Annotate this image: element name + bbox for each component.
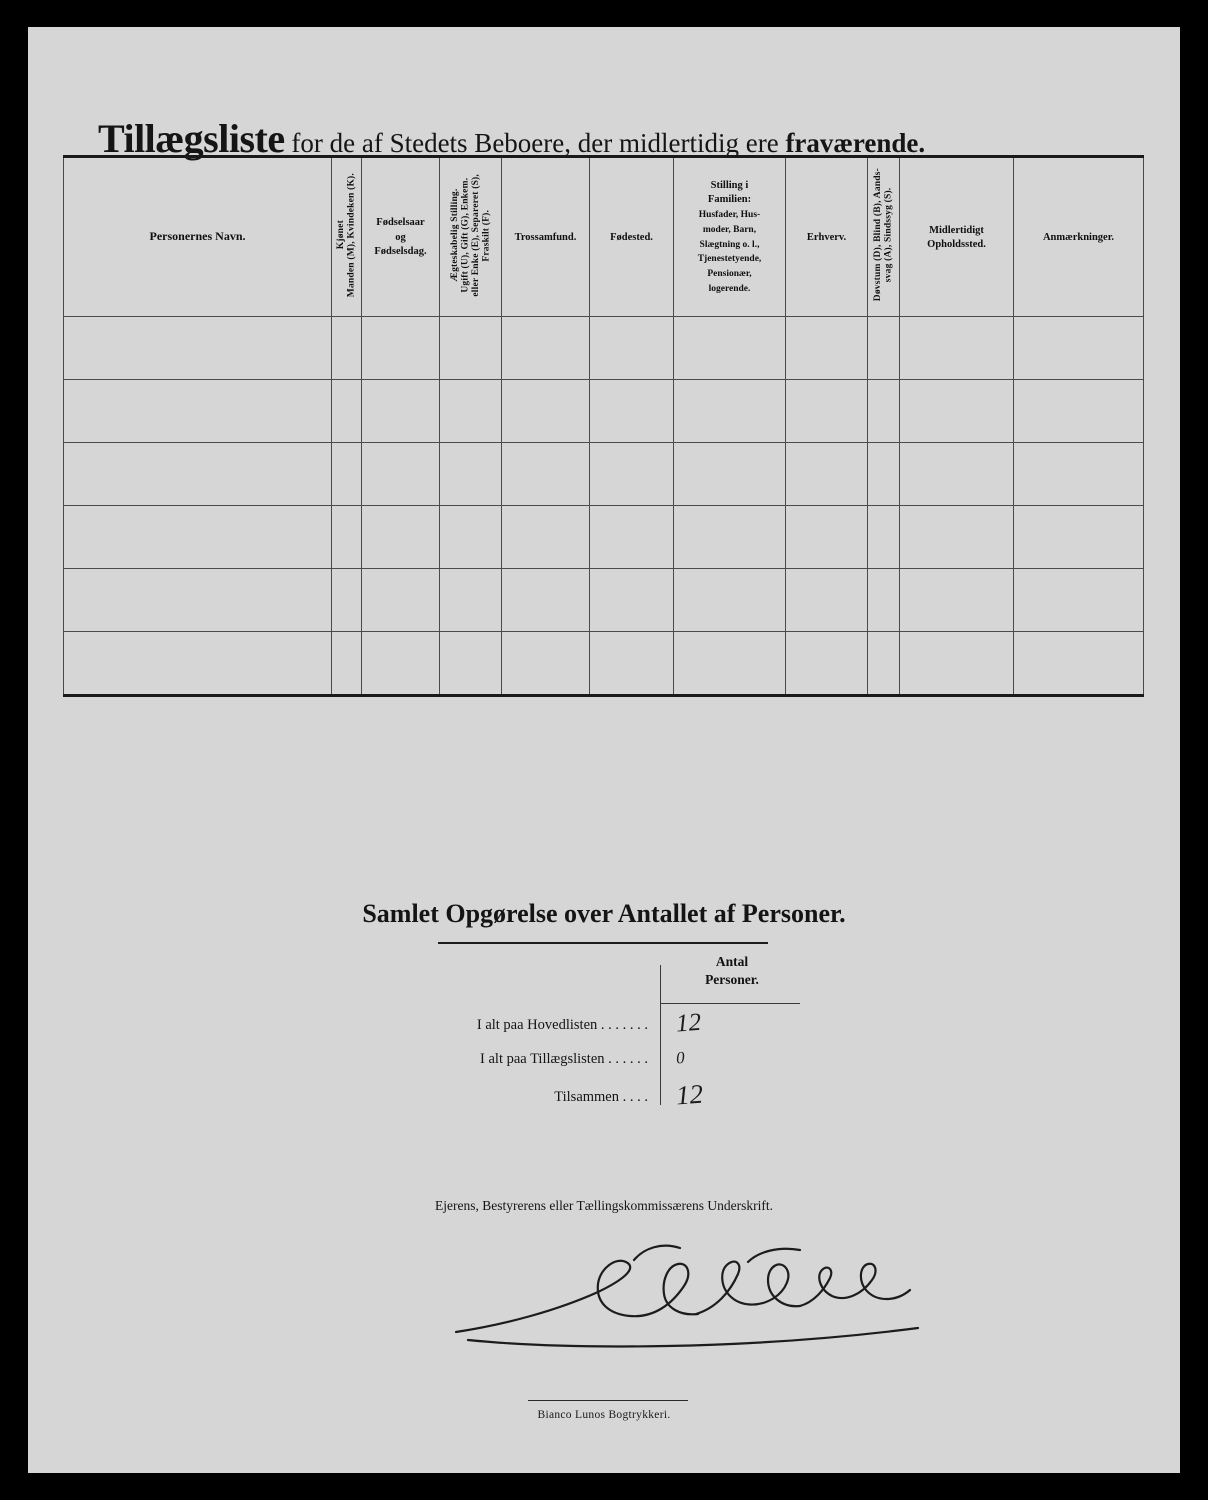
cell-fodested[interactable] [590,632,674,696]
col-header-fodsel-label: Fødselsaar og Fødselsdag. [374,217,427,258]
col-header-ophold [900,157,1014,317]
cell-anmerkninger[interactable] [1014,380,1144,443]
summary-header-underline [660,1003,800,1004]
col-header-stilling-label: Stilling i Familien: Husfader, Hus- moder, Barn, Slægtning o. l., Tjenestetyende, Pensionær, logerende. [697,180,762,295]
page-title-main: Tillægsliste [98,116,285,161]
cell-fodsel[interactable] [362,632,440,696]
cell-erhverv[interactable] [786,569,868,632]
cell-navn[interactable] [64,317,332,380]
cell-dovstum[interactable] [868,380,900,443]
cell-fodsel[interactable] [362,443,440,506]
cell-navn[interactable] [64,443,332,506]
cell-trossamfund[interactable] [502,569,590,632]
table-row [64,443,1144,506]
cell-egteskab[interactable] [440,317,502,380]
footer-divider [528,1400,688,1401]
cell-anmerkninger[interactable] [1014,632,1144,696]
cell-kjon[interactable] [332,380,362,443]
cell-anmerkninger[interactable] [1014,506,1144,569]
cell-ophold[interactable] [900,569,1014,632]
table-row [64,569,1144,632]
col-header-dovstum [868,157,900,317]
cell-ophold[interactable] [900,632,1014,696]
col-header-dovstum-label: Døvstum (D), Blind (B), Aands- svag (A), Sindssyg (S). [873,168,894,302]
summary-row-label-hovedlisten: I alt paa Hovedlisten . . . . . . . [476,1017,648,1033]
col-header-anmerkninger [1014,157,1144,317]
cell-trossamfund[interactable] [502,506,590,569]
cell-kjon[interactable] [332,317,362,380]
cell-fodested[interactable] [590,569,674,632]
cell-navn[interactable] [64,569,332,632]
col-header-egteskab [440,157,502,317]
cell-ophold[interactable] [900,317,1014,380]
cell-navn[interactable] [64,380,332,443]
cell-stilling[interactable] [674,380,786,443]
cell-trossamfund[interactable] [502,317,590,380]
absentees-table-body [64,317,1144,696]
summary-row-value-tillaegslisten[interactable]: 0 [675,1047,686,1068]
cell-kjon[interactable] [332,506,362,569]
cell-stilling[interactable] [674,317,786,380]
table-row [64,317,1144,380]
summary-divider [438,942,768,944]
col-header-fodested-label: Fødested. [610,231,653,243]
col-header-navn [64,157,332,317]
summary-vertical-rule [660,965,661,1105]
table-row [64,506,1144,569]
cell-fodested[interactable] [590,380,674,443]
col-header-erhverv [786,157,868,317]
cell-stilling[interactable] [674,569,786,632]
col-header-egteskab-label: Ægteskabelig Stilling. Ugift (U), Gift (G), Enkem. eller Enke (E), Separeret (S), Fraskilt (F). [449,173,491,297]
cell-fodested[interactable] [590,506,674,569]
cell-anmerkninger[interactable] [1014,317,1144,380]
cell-stilling[interactable] [674,506,786,569]
cell-fodsel[interactable] [362,506,440,569]
col-header-fodsel [362,157,440,317]
summary-row-value-hovedlisten[interactable]: 12 [675,1008,702,1038]
signature-label: Ejerens, Bestyrerens eller Tællingskommissærens Underskrift. [435,1198,773,1213]
cell-fodested[interactable] [590,317,674,380]
col-header-kjon-label: Kjønet Manden (M), Kvindeken (K). [336,172,357,297]
cell-egteskab[interactable] [440,506,502,569]
cell-anmerkninger[interactable] [1014,443,1144,506]
cell-egteskab[interactable] [440,443,502,506]
cell-navn[interactable] [64,632,332,696]
cell-erhverv[interactable] [786,632,868,696]
cell-egteskab[interactable] [440,380,502,443]
cell-dovstum[interactable] [868,569,900,632]
table-row [64,632,1144,696]
cell-trossamfund[interactable] [502,632,590,696]
absentees-table [63,155,1144,697]
cell-fodsel[interactable] [362,317,440,380]
cell-navn[interactable] [64,506,332,569]
cell-kjon[interactable] [332,569,362,632]
col-header-fodested [590,157,674,317]
cell-erhverv[interactable] [786,380,868,443]
cell-erhverv[interactable] [786,506,868,569]
cell-kjon[interactable] [332,443,362,506]
table-row [64,380,1144,443]
cell-kjon[interactable] [332,632,362,696]
page-title-tail: fraværende. [785,128,926,158]
cell-trossamfund[interactable] [502,443,590,506]
cell-ophold[interactable] [900,506,1014,569]
col-header-erhverv-label: Erhverv. [806,231,847,243]
cell-fodested[interactable] [590,443,674,506]
col-header-stilling [674,157,786,317]
cell-erhverv[interactable] [786,443,868,506]
col-header-ophold-label: Midlertidigt Opholdssted. [927,224,986,250]
cell-dovstum[interactable] [868,317,900,380]
cell-fodsel[interactable] [362,569,440,632]
cell-erhverv[interactable] [786,317,868,380]
col-header-anmerkninger-label: Anmærkninger. [1042,231,1115,243]
summary-row-value-tilsammen[interactable]: 12 [675,1078,705,1111]
absentees-table-wrapper [63,155,1143,697]
col-header-trossamfund-label: Trossamfund. [514,231,577,243]
cell-anmerkninger[interactable] [1014,569,1144,632]
summary-row-label-tillaegslisten: I alt paa Tillægslisten . . . . . . [480,1051,648,1067]
page-title-rest: for de af Stedets Beboere, der midlertidig ere [284,128,786,158]
col-header-navn-label: Personernes Navn. [149,229,246,244]
cell-dovstum[interactable] [868,632,900,696]
cell-fodsel[interactable] [362,380,440,443]
cell-stilling[interactable] [674,632,786,696]
signature-mark [448,1232,988,1362]
printer-imprint: Bianco Lunos Bogtrykkeri. [537,1409,671,1421]
summary-column-header: Antal Personer. [705,954,759,987]
summary-row-label-tilsammen: Tilsammen . . . . [554,1089,648,1105]
census-form-page [28,27,1180,1473]
cell-egteskab[interactable] [440,632,502,696]
cell-dovstum[interactable] [868,443,900,506]
cell-ophold[interactable] [900,380,1014,443]
cell-ophold[interactable] [900,443,1014,506]
cell-egteskab[interactable] [440,569,502,632]
col-header-kjon [332,157,362,317]
cell-dovstum[interactable] [868,506,900,569]
summary-heading: Samlet Opgørelse over Antallet af Personer. [362,899,846,928]
cell-trossamfund[interactable] [502,380,590,443]
col-header-trossamfund [502,157,590,317]
cell-stilling[interactable] [674,443,786,506]
